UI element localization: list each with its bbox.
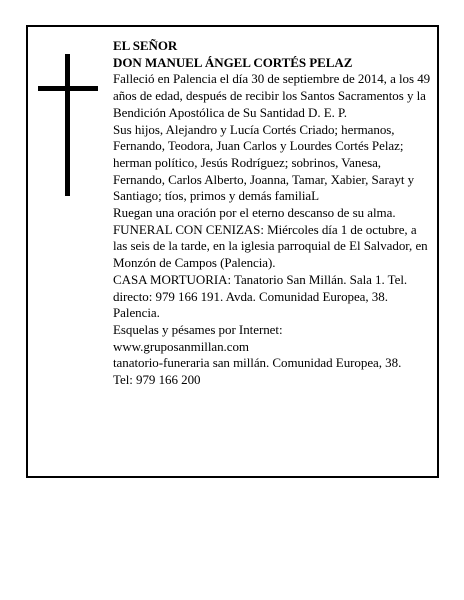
cross-icon-vertical [65, 54, 70, 196]
death-details: Falleció en Palencia el día 30 de septiembre de 2014, a los 49 años de edad, después de recibir los Santos Sacramentos y la Bendición Apostólica de Su Santidad D. E. P. [113, 71, 431, 120]
family-list: Sus hijos, Alejandro y Lucía Cortés Criado; hermanos, Fernando, Teodora, Juan Carlos y Lourdes Cortés Pelaz; herman político, Jesús Rodríguez; sobrinos, Vanesa, Fernando, Carlos Alberto, Joanna, Tamar, Xabier, Sarayt y Santiago; tíos, primos y demás familiaL [113, 121, 415, 204]
website-link[interactable]: www.gruposanmillan.com [113, 338, 249, 354]
deceased-name: DON MANUEL ÁNGEL CORTÉS PELAZ [113, 54, 353, 70]
obituary-title: EL SEÑOR [113, 38, 178, 53]
funeral-info: FUNERAL CON CENIZAS: Miércoles día 1 de octubre, a las seis de la tarde, en la iglesia parroquial de El Salvador, en Monzón de Campos (Palencia). [113, 221, 428, 271]
prayer-request: Ruegan una oración por el eterno descanso de su alma. [113, 205, 396, 221]
mortuary-info: CASA MORTUORIA: Tanatorio San Millán. Sala 1. Tel. directo: 979 166 191. Avda. Comunidad Europea, 38. Palencia. [113, 271, 408, 321]
funeral-home-address: tanatorio-funeraria san millán. Comunidad Europea, 38. [113, 355, 402, 371]
cross-icon-horizontal [38, 86, 98, 91]
obituary-text [113, 38, 433, 389]
internet-condolences-label: Esquelas y pésames por Internet: [113, 321, 283, 337]
funeral-home-phone: Tel: 979 166 200 [113, 372, 201, 388]
